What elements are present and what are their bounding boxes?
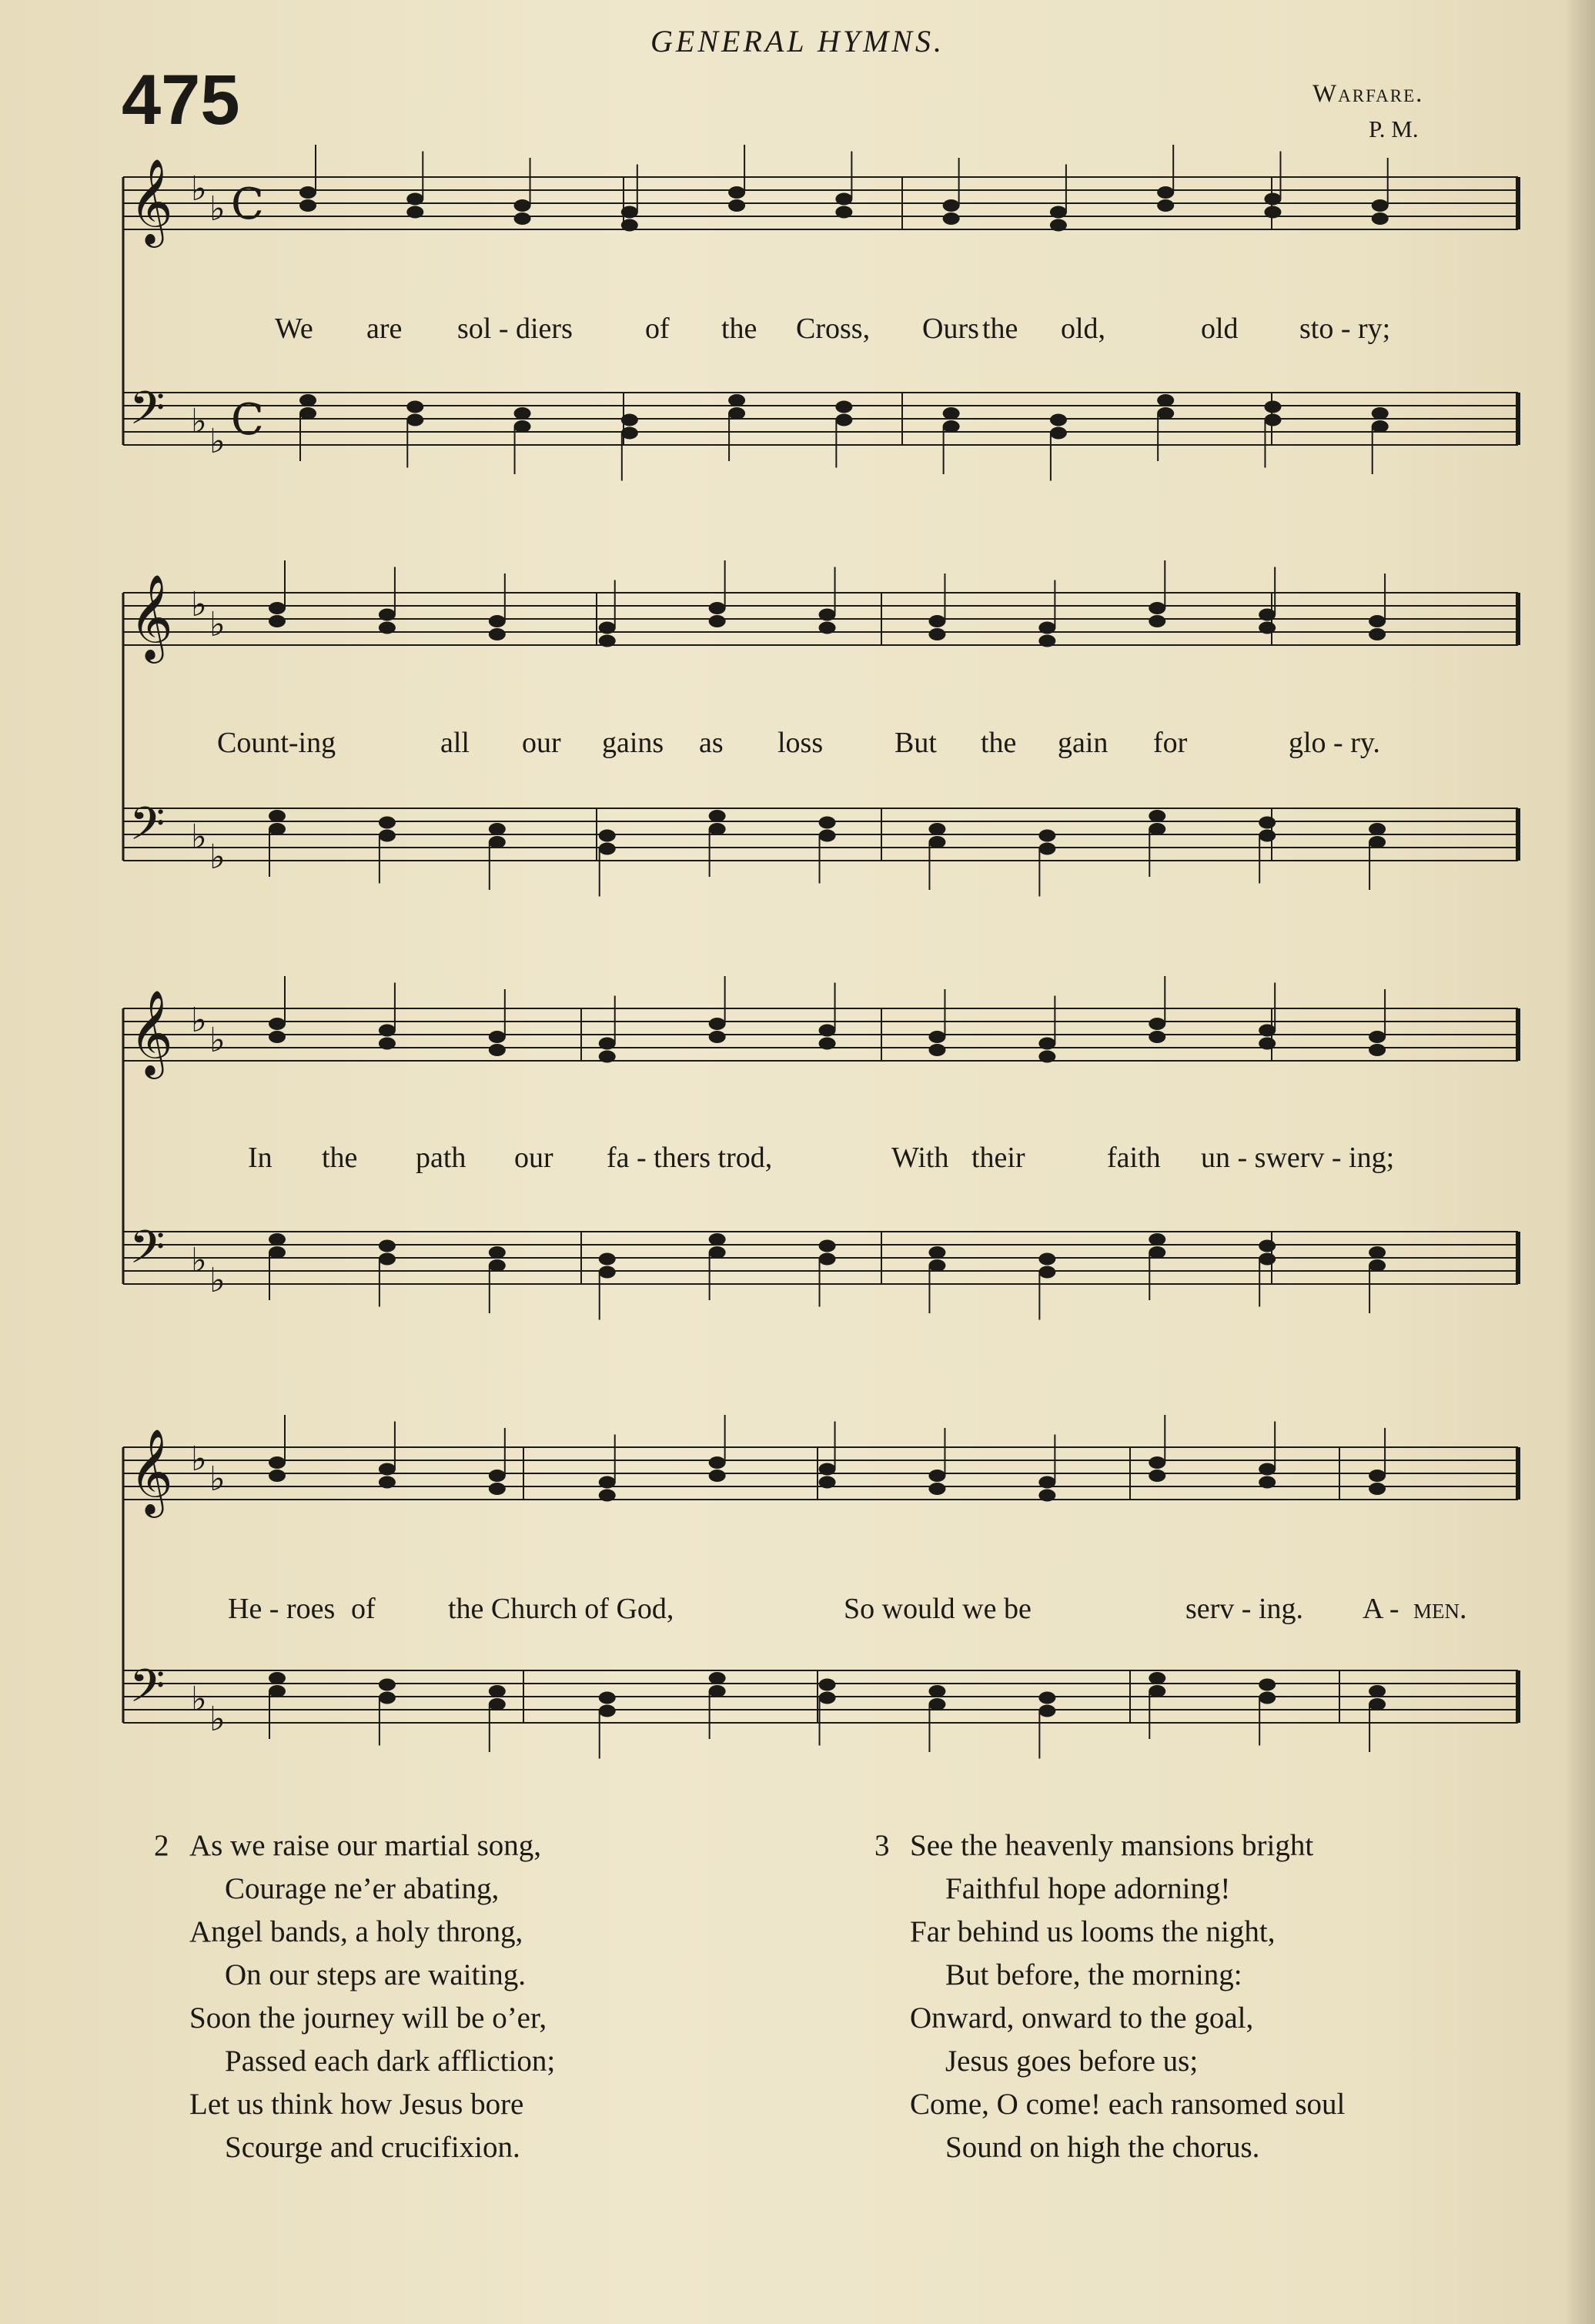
lyric: faith xyxy=(1107,1142,1161,1174)
notehead xyxy=(1259,1476,1276,1489)
verse-line: Jesus goes before us; xyxy=(945,2045,1199,2078)
notehead xyxy=(621,427,638,440)
treble-clef-icon: 𝄞 xyxy=(129,989,173,1075)
notehead xyxy=(819,1463,836,1476)
notehead xyxy=(599,1476,616,1489)
verse-line: As we raise our martial song, xyxy=(189,1829,542,1862)
notehead xyxy=(1157,394,1174,406)
notehead xyxy=(489,1483,506,1495)
notehead xyxy=(728,199,745,212)
notehead xyxy=(379,1679,396,1691)
notehead xyxy=(819,1692,836,1704)
lyric: gains xyxy=(602,727,664,759)
notehead xyxy=(1259,817,1276,829)
verse-3 xyxy=(874,1824,1345,2169)
notehead xyxy=(489,1044,506,1056)
lyric: gain xyxy=(1058,727,1108,759)
notehead xyxy=(1149,1672,1165,1684)
lyric: for xyxy=(1153,727,1188,759)
bass-clef-icon: 𝄢 xyxy=(129,797,166,861)
notehead xyxy=(928,1031,945,1043)
notehead xyxy=(1149,823,1165,835)
notehead xyxy=(406,206,423,219)
lyric: our xyxy=(514,1142,553,1174)
notehead xyxy=(928,628,945,640)
notehead xyxy=(379,1463,396,1476)
notehead xyxy=(599,622,616,634)
lyric: Ours xyxy=(922,313,979,345)
notehead xyxy=(1259,1463,1276,1476)
notehead xyxy=(1259,1692,1276,1704)
notehead xyxy=(269,1685,286,1697)
notehead xyxy=(1369,1031,1386,1043)
notehead xyxy=(514,199,531,212)
notehead xyxy=(514,420,531,433)
notehead xyxy=(489,1685,506,1697)
flat-icon: ♭ xyxy=(191,1440,207,1479)
lyric: But xyxy=(894,727,937,759)
lyric: glo - ry. xyxy=(1289,727,1380,759)
notehead xyxy=(406,401,423,413)
flat-icon: ♭ xyxy=(209,422,226,461)
notehead xyxy=(1259,830,1276,842)
notehead xyxy=(943,212,960,225)
notehead xyxy=(269,823,286,835)
notehead xyxy=(1038,830,1055,842)
notehead xyxy=(819,622,836,634)
notehead xyxy=(299,199,316,212)
flat-icon: ♭ xyxy=(191,585,207,624)
notehead xyxy=(489,836,506,848)
notehead xyxy=(1149,615,1165,627)
notehead xyxy=(709,615,726,627)
notehead xyxy=(1038,635,1055,647)
notehead xyxy=(728,407,745,420)
flat-icon: ♭ xyxy=(209,189,226,229)
verse-line: See the heavenly mansions bright xyxy=(910,1829,1314,1862)
notehead xyxy=(819,817,836,829)
notehead xyxy=(489,1246,506,1259)
bass-clef-icon: 𝄢 xyxy=(129,1220,166,1285)
notehead xyxy=(489,823,506,835)
notehead xyxy=(928,836,945,848)
notehead xyxy=(1038,1692,1055,1704)
lyric: Cross, xyxy=(796,313,871,345)
notehead xyxy=(709,1246,726,1259)
notehead xyxy=(1259,609,1276,621)
lyric: With xyxy=(891,1142,949,1174)
lyric: A - xyxy=(1363,1593,1399,1625)
notehead xyxy=(599,1692,616,1704)
notehead xyxy=(269,602,286,614)
notehead xyxy=(1149,810,1165,822)
common-time-icon: C xyxy=(231,179,264,229)
notehead xyxy=(406,193,423,206)
notehead xyxy=(1369,1259,1386,1272)
notehead xyxy=(1372,420,1389,433)
notehead xyxy=(709,1672,726,1684)
notehead xyxy=(1038,1038,1055,1050)
notehead xyxy=(299,407,316,420)
lyric: their xyxy=(971,1142,1025,1174)
flat-icon: ♭ xyxy=(209,1021,226,1060)
notehead xyxy=(1372,407,1389,420)
hymn-number: 475 xyxy=(122,61,240,139)
notehead xyxy=(928,1470,945,1482)
notehead xyxy=(599,1705,616,1717)
notehead xyxy=(1369,1044,1386,1056)
lyric: are xyxy=(366,313,403,345)
lyric: our xyxy=(522,727,561,759)
notehead xyxy=(299,394,316,406)
notehead xyxy=(269,1031,286,1043)
notehead xyxy=(709,602,726,614)
notehead xyxy=(489,1470,506,1482)
notehead xyxy=(819,1476,836,1489)
notehead xyxy=(1259,1679,1276,1691)
notehead xyxy=(379,1692,396,1704)
notehead xyxy=(1038,1490,1055,1502)
notehead xyxy=(709,1685,726,1697)
notehead xyxy=(943,407,960,420)
notehead xyxy=(514,407,531,420)
lyric: We xyxy=(275,313,313,345)
flat-icon: ♭ xyxy=(191,1001,207,1040)
notehead xyxy=(1259,622,1276,634)
notehead xyxy=(1038,622,1055,634)
notehead xyxy=(489,615,506,627)
notehead xyxy=(819,830,836,842)
lyric: He - roes xyxy=(228,1593,336,1625)
notehead xyxy=(709,1031,726,1043)
flat-icon: ♭ xyxy=(209,1460,226,1499)
lyric: sol - diers xyxy=(457,313,573,345)
lyric: the xyxy=(322,1142,358,1174)
notehead xyxy=(379,1025,396,1037)
treble-clef-icon: 𝄞 xyxy=(129,1428,173,1514)
notehead xyxy=(1369,615,1386,627)
notehead xyxy=(1149,1685,1165,1697)
notehead xyxy=(709,1456,726,1469)
verse-line: But before, the morning: xyxy=(945,1958,1242,1991)
notehead xyxy=(1369,1685,1386,1697)
verse-line: Scourge and crucifixion. xyxy=(225,2131,520,2164)
notehead xyxy=(1149,1246,1165,1259)
notehead xyxy=(928,1483,945,1495)
notehead xyxy=(599,635,616,647)
notehead xyxy=(1372,199,1389,212)
notehead xyxy=(819,1025,836,1037)
lyric: path xyxy=(416,1142,466,1174)
notehead xyxy=(928,1259,945,1272)
notehead xyxy=(819,1679,836,1691)
notehead xyxy=(928,1685,945,1697)
notehead xyxy=(1369,823,1386,835)
notehead xyxy=(406,414,423,426)
notehead xyxy=(269,1672,286,1684)
verse-number: 3 xyxy=(874,1829,890,1862)
notehead xyxy=(1259,1240,1276,1252)
verse-line: Faithful hope adorning! xyxy=(945,1872,1231,1905)
notehead xyxy=(1369,1483,1386,1495)
notehead xyxy=(1149,1031,1165,1043)
lyric: as xyxy=(699,727,724,759)
notehead xyxy=(299,186,316,199)
running-head: GENERAL HYMNS. xyxy=(650,24,945,59)
notehead xyxy=(269,1233,286,1246)
notehead xyxy=(1264,206,1281,219)
treble-clef-icon: 𝄞 xyxy=(129,158,173,244)
lyric: of xyxy=(351,1593,376,1625)
lyric: Count-ing xyxy=(217,727,336,759)
notehead xyxy=(1157,407,1174,420)
lyric: sto - ry; xyxy=(1299,313,1391,345)
notehead xyxy=(928,1246,945,1259)
notehead xyxy=(1259,1038,1276,1050)
notehead xyxy=(835,414,852,426)
notehead xyxy=(379,817,396,829)
notehead xyxy=(1157,186,1174,199)
notehead xyxy=(621,219,638,232)
notehead xyxy=(709,823,726,835)
lyric: the xyxy=(981,727,1017,759)
notehead xyxy=(728,394,745,406)
lyric: old, xyxy=(1061,313,1106,345)
lyric: serv - ing. xyxy=(1185,1593,1304,1625)
notehead xyxy=(599,1038,616,1050)
verse-2 xyxy=(154,1824,555,2169)
flat-icon: ♭ xyxy=(209,1700,226,1739)
notehead xyxy=(1149,1456,1165,1469)
notehead xyxy=(1149,1470,1165,1482)
notehead xyxy=(819,609,836,621)
verse-line: Come, O come! each ransomed soul xyxy=(910,2088,1346,2121)
notehead xyxy=(1157,199,1174,212)
notehead xyxy=(709,1470,726,1482)
notehead xyxy=(1149,602,1165,614)
flat-icon: ♭ xyxy=(191,169,207,209)
notehead xyxy=(928,615,945,627)
verse-number: 2 xyxy=(154,1829,169,1862)
notehead xyxy=(269,1246,286,1259)
lyric: the xyxy=(721,313,757,345)
notehead xyxy=(599,1051,616,1063)
lyric: the Church of God, xyxy=(448,1593,674,1625)
notehead xyxy=(1369,1246,1386,1259)
lyric: men. xyxy=(1413,1593,1467,1625)
notehead xyxy=(599,830,616,842)
notehead xyxy=(1038,1266,1055,1279)
verse-line: Far behind us looms the night, xyxy=(910,1915,1276,1948)
notehead xyxy=(1369,1698,1386,1710)
lyric: un - swerv - ing; xyxy=(1201,1142,1395,1174)
lyric: old xyxy=(1201,313,1239,345)
notehead xyxy=(379,1476,396,1489)
verse-line: Passed each dark affliction; xyxy=(225,2045,556,2078)
notehead xyxy=(1038,1705,1055,1717)
notehead xyxy=(943,199,960,212)
lyric: the xyxy=(982,313,1018,345)
notehead xyxy=(928,823,945,835)
verse-line: Let us think how Jesus bore xyxy=(189,2088,524,2121)
tune-name: Warfare. xyxy=(1312,80,1424,108)
notehead xyxy=(943,420,960,433)
common-time-icon: C xyxy=(231,395,264,445)
flat-icon: ♭ xyxy=(209,605,226,644)
notehead xyxy=(269,1456,286,1469)
notehead xyxy=(1264,401,1281,413)
notehead xyxy=(1038,1253,1055,1266)
lyric: fa - thers trod, xyxy=(607,1142,773,1174)
notehead xyxy=(835,401,852,413)
notehead xyxy=(599,1490,616,1502)
notehead xyxy=(1050,414,1067,426)
lyric: all xyxy=(440,727,470,759)
flat-icon: ♭ xyxy=(191,1680,207,1719)
notehead xyxy=(709,1018,726,1030)
notehead xyxy=(269,615,286,627)
treble-clef-icon: 𝄞 xyxy=(129,573,173,660)
notehead xyxy=(621,414,638,426)
flat-icon: ♭ xyxy=(209,1261,226,1300)
flat-icon: ♭ xyxy=(191,818,207,857)
lyric: In xyxy=(248,1142,273,1174)
notehead xyxy=(1259,1253,1276,1266)
lyric: So would we be xyxy=(844,1593,1032,1625)
notehead xyxy=(269,1018,286,1030)
notehead xyxy=(621,206,638,219)
notehead xyxy=(1264,414,1281,426)
notehead xyxy=(1050,427,1067,440)
notehead xyxy=(709,810,726,822)
notehead xyxy=(1050,206,1067,219)
meter: P. M. xyxy=(1369,115,1419,142)
bass-clef-icon: 𝄢 xyxy=(129,1659,166,1724)
notehead xyxy=(1372,212,1389,225)
notehead xyxy=(1149,1018,1165,1030)
flat-icon: ♭ xyxy=(191,402,207,441)
notehead xyxy=(928,1698,945,1710)
notehead xyxy=(269,810,286,822)
verse-line: Soon the journey will be o’er, xyxy=(189,2001,547,2035)
notehead xyxy=(1038,843,1055,855)
notehead xyxy=(379,1038,396,1050)
notehead xyxy=(599,843,616,855)
lyric: of xyxy=(645,313,670,345)
notehead xyxy=(379,622,396,634)
notehead xyxy=(728,186,745,199)
verse-line: On our steps are waiting. xyxy=(225,1958,526,1991)
notehead xyxy=(489,628,506,640)
notehead xyxy=(835,206,852,219)
verse-line: Onward, onward to the goal, xyxy=(910,2001,1254,2035)
notehead xyxy=(489,1698,506,1710)
verse-line: Sound on high the chorus. xyxy=(945,2131,1260,2164)
notehead xyxy=(269,1470,286,1482)
notehead xyxy=(1264,193,1281,206)
notehead xyxy=(1369,836,1386,848)
notehead xyxy=(1259,1025,1276,1037)
notehead xyxy=(379,830,396,842)
notehead xyxy=(514,212,531,225)
notehead xyxy=(1369,1470,1386,1482)
notehead xyxy=(819,1240,836,1252)
flat-icon: ♭ xyxy=(191,1241,207,1280)
lyric: loss xyxy=(777,727,824,759)
notehead xyxy=(1038,1051,1055,1063)
notehead xyxy=(819,1253,836,1266)
notehead xyxy=(819,1038,836,1050)
notehead xyxy=(1369,628,1386,640)
notehead xyxy=(599,1253,616,1266)
notehead xyxy=(928,1044,945,1056)
notehead xyxy=(379,1253,396,1266)
notehead xyxy=(1050,219,1067,232)
notehead xyxy=(1149,1233,1165,1246)
verse-line: Angel bands, a holy throng, xyxy=(189,1915,523,1948)
notehead xyxy=(835,193,852,206)
verse-line: Courage ne’er abating, xyxy=(225,1872,500,1905)
notehead xyxy=(489,1259,506,1272)
flat-icon: ♭ xyxy=(209,838,226,877)
notehead xyxy=(709,1233,726,1246)
bass-clef-icon: 𝄢 xyxy=(129,381,166,446)
notehead xyxy=(1038,1476,1055,1489)
notehead xyxy=(379,609,396,621)
notehead xyxy=(489,1031,506,1043)
notehead xyxy=(379,1240,396,1252)
notehead xyxy=(599,1266,616,1279)
